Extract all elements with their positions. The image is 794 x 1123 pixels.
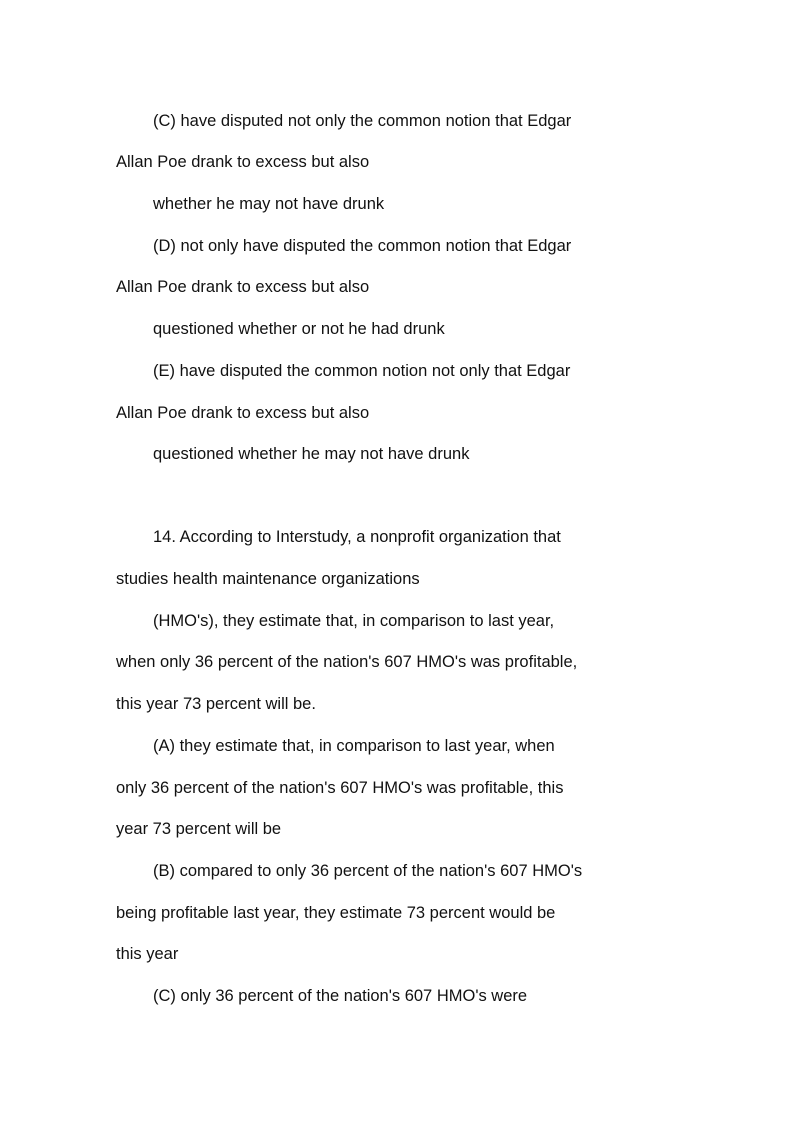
question-14-line-3: (HMO's), they estimate that, in comparison to last year,: [153, 612, 555, 630]
option-e-line-2: Allan Poe drank to excess but also: [116, 404, 370, 422]
option-a-line-2: only 36 percent of the nation's 607 HMO's was profitable, this: [116, 779, 564, 797]
option-d-line-1: (D) not only have disputed the common notion that Edgar: [153, 237, 572, 255]
question-14-line-2: studies health maintenance organizations: [116, 570, 420, 588]
option-b-line-2: being profitable last year, they estimate 73 percent would be: [116, 904, 556, 922]
option-c-line-3: whether he may not have drunk: [153, 195, 385, 213]
option-c-line-2: Allan Poe drank to excess but also: [116, 153, 370, 171]
option-d-line-2: Allan Poe drank to excess but also: [116, 278, 370, 296]
option-b-line-3: this year: [116, 945, 179, 963]
question-14-line-4: when only 36 percent of the nation's 607 HMO's was profitable,: [116, 653, 578, 671]
question-14-line-1: 14. According to Interstudy, a nonprofit organization that: [153, 528, 561, 546]
option-a-line-1: (A) they estimate that, in comparison to last year, when: [153, 737, 555, 755]
option-a-line-3: year 73 percent will be: [116, 820, 282, 838]
option-c-line-1: (C) have disputed not only the common notion that Edgar: [153, 112, 572, 130]
option-d-line-3: questioned whether or not he had drunk: [153, 320, 445, 338]
option-c2-line-1: (C) only 36 percent of the nation's 607 HMO's were: [153, 987, 528, 1005]
option-b-line-1: (B) compared to only 36 percent of the nation's 607 HMO's: [153, 862, 583, 880]
option-e-line-3: questioned whether he may not have drunk: [153, 445, 470, 463]
question-14-line-5: this year 73 percent will be.: [116, 695, 316, 713]
option-e-line-1: (E) have disputed the common notion not only that Edgar: [153, 362, 571, 380]
